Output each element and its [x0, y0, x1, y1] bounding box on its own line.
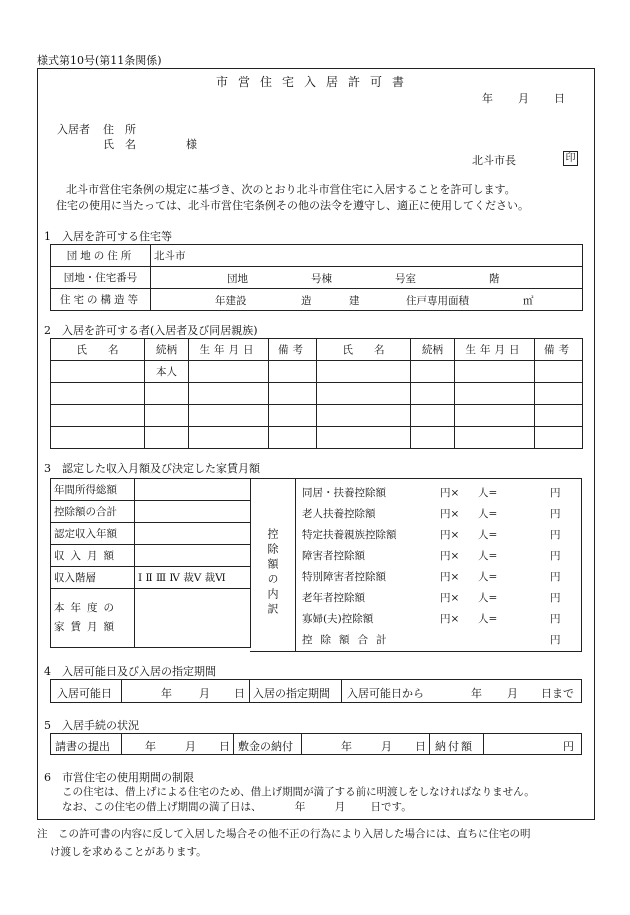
period-month: 月	[507, 687, 518, 700]
table-row	[51, 383, 583, 405]
floor-area-label: 住戸専用面積	[406, 295, 469, 307]
col-birthdate: 生年月日	[455, 339, 535, 361]
date-year: 年	[482, 92, 493, 105]
procedure-row	[50, 733, 582, 755]
col-remarks: 備考	[269, 339, 317, 361]
possible-year: 年	[161, 687, 172, 700]
divider	[121, 680, 122, 702]
monthly-income-label: 収入月額	[51, 545, 135, 567]
section6-line2-text: なお、この住宅の借上げ期間の満了日は、	[62, 801, 262, 813]
table-row	[51, 479, 251, 501]
form-number: 様式第10号(第11条関係)	[37, 54, 162, 67]
storeys: 建	[349, 295, 360, 307]
section6-line1: この住宅は、借上げによる住宅のため、借上げ期間が満了する前に明渡しをしなければなりません。	[62, 786, 535, 798]
expiry-month: 月	[334, 801, 346, 813]
expiry-year: 年	[294, 801, 306, 813]
col-relation: 続柄	[145, 339, 189, 361]
deduction-persons: 人=	[478, 487, 498, 499]
recipient-label: 入居者	[57, 123, 90, 136]
move-in-period-row	[50, 679, 582, 703]
deduction-persons: 人=	[478, 613, 498, 625]
doc-day: 日	[219, 740, 230, 753]
col-birthdate: 生年月日	[189, 339, 269, 361]
amount-label: 納付額	[435, 740, 474, 753]
deduction-persons: 人=	[478, 508, 498, 520]
deduction-list	[296, 478, 582, 652]
deduction-label: 障害者控除額	[302, 550, 365, 562]
breakdown-label: 控除額の内訳	[266, 528, 279, 618]
col-name: 氏 名	[51, 339, 145, 361]
col-name: 氏 名	[317, 339, 411, 361]
income-class-label: 収入階層	[51, 567, 135, 589]
table-row	[51, 567, 251, 589]
section6-line2	[62, 799, 412, 814]
table-row	[51, 405, 583, 427]
table-row	[51, 339, 583, 361]
deduction-persons: 人=	[478, 592, 498, 604]
possible-day: 日	[234, 687, 245, 700]
table-row	[51, 427, 583, 449]
deduction-unit-yen: 円×	[440, 592, 460, 604]
unit-complex: 団地	[227, 273, 248, 285]
deduction-row	[296, 630, 582, 650]
table-row	[51, 589, 251, 648]
seal-mark: 印	[563, 151, 578, 166]
breakdown-label-cell	[250, 478, 296, 652]
section5-heading: 5 入居手続の状況	[44, 719, 139, 732]
period-label: 入居の指定期間	[253, 687, 330, 700]
deduction-persons: 人=	[478, 550, 498, 562]
deduction-result-yen: 円	[550, 529, 561, 541]
unit-floor: 階	[489, 273, 500, 285]
period-year: 年	[471, 687, 482, 700]
expiry-day: 日です。	[370, 801, 412, 813]
date-day: 日	[554, 92, 565, 105]
occupants-table	[50, 338, 583, 449]
deduction-unit-yen: 円×	[440, 613, 460, 625]
recipient-address-label: 住 所	[103, 123, 136, 136]
doc-submission-label: 請書の提出	[55, 740, 110, 753]
doc-month: 月	[185, 740, 196, 753]
deposit-label: 敷金の納付	[238, 740, 293, 753]
rent-label-line2: 家賃月額	[54, 621, 120, 633]
income-table	[50, 478, 251, 648]
section1-heading: 1 入居を許可する住宅等	[44, 230, 172, 243]
deduction-row	[296, 525, 582, 545]
deduction-total-label: 控除額合計	[302, 634, 395, 646]
deduction-unit-yen: 円×	[440, 571, 460, 583]
deduction-label: 同居・扶養控除額	[302, 487, 386, 499]
deduction-result-yen: 円	[550, 508, 561, 520]
note-line1: 注 この許可書の内容に反して入居した場合その他不正の行為により入居した場合には、直ちに住宅の明	[37, 828, 531, 840]
structure-value	[151, 289, 583, 311]
complex-address-label: 団地の住所	[51, 245, 151, 267]
col-remarks: 備考	[535, 339, 583, 361]
income-class-options: Ⅰ Ⅱ Ⅲ Ⅳ 裁Ⅴ 裁Ⅵ	[135, 567, 251, 589]
body-line-2: 住宅の使用に当たっては、北斗市営住宅条例その他の法令を遵守し、適正に使用してください。	[56, 199, 529, 212]
deduction-unit-yen: 円×	[440, 487, 460, 499]
divider	[301, 734, 302, 754]
deposit-day: 日	[415, 740, 426, 753]
possible-date-label: 入居可能日	[57, 687, 112, 700]
deduction-label: 寡婦(夫)控除額	[302, 613, 374, 625]
deduction-result-yen: 円	[550, 634, 561, 646]
period-until: 日まで	[541, 687, 574, 700]
construction-type: 造	[301, 295, 312, 307]
deduction-row	[296, 483, 582, 503]
deduction-persons: 人=	[478, 529, 498, 541]
deduction-result-yen: 円	[550, 487, 561, 499]
divider	[249, 680, 250, 702]
deduction-result-yen: 円	[550, 550, 561, 562]
housing-table	[50, 244, 583, 311]
doc-year: 年	[145, 740, 156, 753]
recipient-name-label: 氏 名	[103, 138, 136, 151]
complex-number-label: 団地・住宅番号	[51, 267, 151, 289]
unit-room: 号室	[395, 273, 416, 285]
table-row	[51, 545, 251, 567]
divider	[341, 680, 342, 702]
deduction-label: 特別障害者控除額	[302, 571, 386, 583]
deposit-year: 年	[341, 740, 352, 753]
deduction-unit-yen: 円×	[440, 550, 460, 562]
deduction-row	[296, 546, 582, 566]
deduction-label: 老年者控除額	[302, 592, 365, 604]
possible-month: 月	[199, 687, 210, 700]
deduction-total-label: 控除額の合計	[51, 501, 135, 523]
body-line-1: 北斗市営住宅条例の規定に基づき、次のとおり北斗市営住宅に入居することを許可します。	[66, 183, 516, 196]
area-unit: ㎡	[523, 295, 534, 307]
deduction-row	[296, 504, 582, 524]
divider	[121, 734, 122, 754]
rent-label-line1: 本年度の	[54, 602, 120, 614]
built-year: 年建設	[215, 295, 247, 307]
table-row	[51, 267, 583, 289]
annual-income-label: 年間所得総額	[51, 479, 135, 501]
structure-label: 住宅の構造等	[51, 289, 151, 311]
divider	[483, 734, 484, 754]
document-title: 市営住宅入居許可書	[215, 75, 414, 89]
table-row	[51, 361, 583, 383]
date-month: 月	[518, 92, 529, 105]
rent-label	[51, 589, 135, 648]
recipient-honorific: 様	[186, 138, 197, 151]
deduction-label: 特定扶養親族控除額	[302, 529, 397, 541]
table-row	[51, 501, 251, 523]
certified-income-label: 認定収入年額	[51, 523, 135, 545]
deposit-month: 月	[381, 740, 392, 753]
deduction-persons: 人=	[478, 571, 498, 583]
complex-address-value: 北斗市	[151, 245, 583, 267]
income-block	[50, 478, 582, 653]
divider	[429, 734, 430, 754]
period-from: 入居可能日から	[347, 687, 424, 700]
issuer-title: 北斗市長	[472, 154, 516, 167]
table-row	[51, 245, 583, 267]
deduction-result-yen: 円	[550, 613, 561, 625]
relation-self: 本人	[145, 361, 189, 383]
divider	[233, 734, 234, 754]
deduction-unit-yen: 円×	[440, 529, 460, 541]
section2-heading: 2 入居を許可する者(入居者及び同居親族)	[44, 324, 258, 337]
amount-yen: 円	[563, 740, 574, 753]
note-line2: け渡しを求めることがあります。	[50, 846, 207, 858]
table-row	[51, 523, 251, 545]
section3-heading: 3 認定した収入月額及び決定した家賃月額	[44, 462, 260, 475]
section6-heading: 6 市営住宅の使用期間の制限	[44, 771, 194, 784]
deduction-result-yen: 円	[550, 571, 561, 583]
deduction-result-yen: 円	[550, 592, 561, 604]
section4-heading: 4 入居可能日及び入居の指定期間	[44, 665, 216, 678]
col-relation: 続柄	[411, 339, 455, 361]
deduction-row	[296, 567, 582, 587]
deduction-unit-yen: 円×	[440, 508, 460, 520]
deduction-row	[296, 609, 582, 629]
unit-building: 号棟	[311, 273, 332, 285]
deduction-row	[296, 588, 582, 608]
deduction-label: 老人扶養控除額	[302, 508, 376, 520]
table-row	[51, 289, 583, 311]
complex-number-value	[151, 267, 583, 289]
